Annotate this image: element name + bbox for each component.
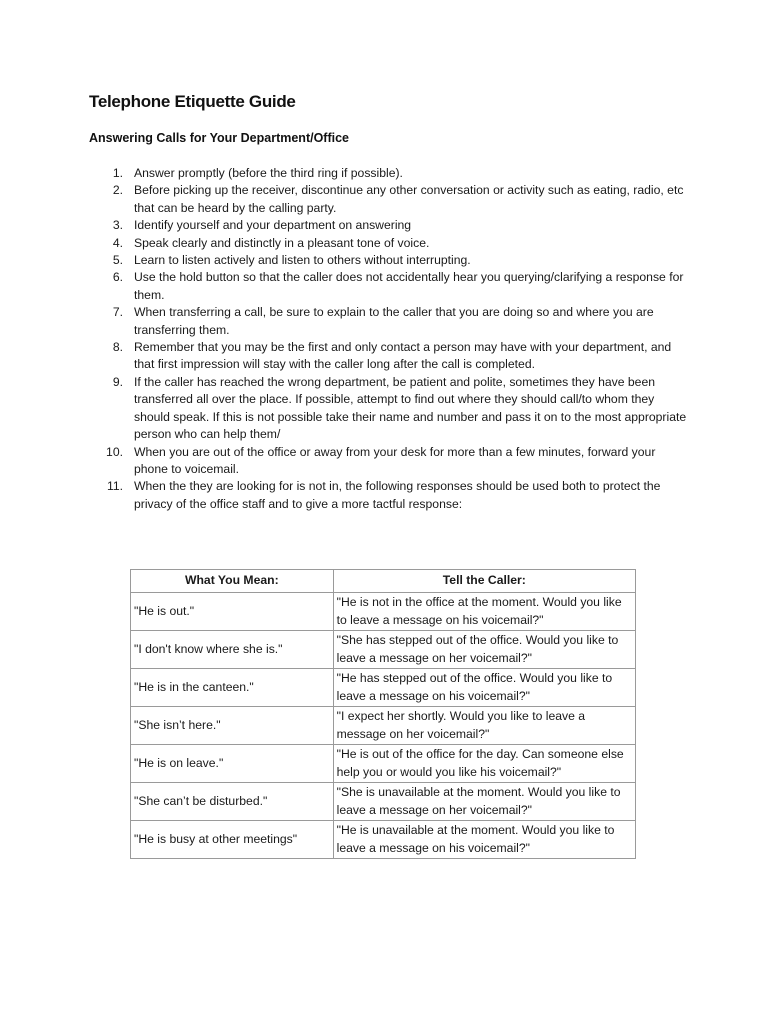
list-item — [89, 304, 689, 339]
list-item-text: Before picking up the receiver, discontinue any other conversation or activity such as eating, radio, etc that can be heard by the calling party. — [134, 183, 684, 215]
responses-table — [130, 569, 636, 859]
list-number: 4. — [112, 235, 123, 250]
tell-the-caller-cell: "He is out of the office for the day. Can someone else help you or would you like his voicemail?" — [333, 745, 635, 783]
what-you-mean-cell: "He is out." — [131, 593, 334, 631]
list-item-text: Use the hold button so that the caller does not accidentally hear you querying/clarifying a response for them. — [134, 270, 684, 302]
list-number: 11. — [106, 479, 123, 494]
what-you-mean-cell: "She can’t be disturbed." — [131, 783, 334, 821]
list-number: 10. — [106, 444, 123, 459]
list-item-text: Remember that you may be the first and only contact a person may have with your department, and that first impression will stay with the caller long after the call is completed. — [134, 340, 672, 372]
table-row — [131, 707, 636, 745]
table-header-row — [131, 570, 636, 593]
list-item-text: Learn to listen actively and listen to others without interrupting. — [134, 253, 471, 268]
list-item — [89, 217, 689, 234]
table-row — [131, 745, 636, 783]
list-number: 2. — [112, 183, 123, 198]
table-row — [131, 783, 636, 821]
tell-the-caller-cell: "She has stepped out of the office. Would you like to leave a message on her voicemail?" — [333, 631, 635, 669]
list-item — [89, 339, 689, 374]
list-item-text: Answer promptly (before the third ring if possible). — [134, 166, 403, 180]
tell-the-caller-cell: "I expect her shortly. Would you like to leave a message on her voicemail?" — [333, 707, 635, 745]
list-number: 7. — [112, 305, 123, 320]
list-item — [89, 269, 689, 304]
list-number: 8. — [112, 340, 123, 355]
what-you-mean-cell: "She isn’t here." — [131, 707, 334, 745]
what-you-mean-cell: "He is on leave." — [131, 745, 334, 783]
tell-the-caller-cell: "He is unavailable at the moment. Would you like to leave a message on his voicemail?" — [333, 821, 635, 859]
list-item — [89, 235, 689, 252]
list-item-text: If the caller has reached the wrong department, be patient and polite, sometimes they have been transferred all over the place. If possible, attempt to find out where they should call/to whom they should speak. If this is not possible take their name and number and pass it on to the most appropriate person who can help them/ — [134, 374, 687, 442]
column-header-tell-the-caller: Tell the Caller: — [333, 570, 635, 593]
list-number: 3. — [112, 218, 123, 233]
table-row — [131, 821, 636, 859]
document-title: Telephone Etiquette Guide — [89, 92, 296, 111]
list-number: 9. — [112, 374, 123, 389]
what-you-mean-cell: "I don't know where she is." — [131, 631, 334, 669]
tell-the-caller-cell: "She is unavailable at the moment. Would you like to leave a message on her voicemail?" — [333, 783, 635, 821]
list-item-text: When you are out of the office or away from your desk for more than a few minutes, forward your phone to voicemail. — [134, 444, 656, 476]
list-item-text: When transferring a call, be sure to explain to the caller that you are doing so and where you are transferring them. — [134, 305, 654, 337]
column-header-what-you-mean: What You Mean: — [131, 570, 334, 593]
list-item — [89, 478, 689, 513]
list-item — [89, 444, 689, 479]
list-item-text: When the they are looking for is not in, the following responses should be used both to protect the privacy of the office staff and to give a more tactful response: — [134, 479, 661, 511]
table-row — [131, 631, 636, 669]
list-number: 1. — [112, 166, 123, 180]
list-item-text: Identify yourself and your department on answering — [134, 218, 412, 233]
table-row — [131, 669, 636, 707]
list-number: 5. — [112, 253, 123, 268]
what-you-mean-cell: "He is in the canteen." — [131, 669, 334, 707]
what-you-mean-cell: "He is busy at other meetings" — [131, 821, 334, 859]
list-item-text: Speak clearly and distinctly in a pleasant tone of voice. — [134, 235, 430, 250]
section-heading: Answering Calls for Your Department/Office — [89, 131, 350, 145]
tell-the-caller-cell: "He is not in the office at the moment. Would you like to leave a message on his voicemail?" — [333, 593, 635, 631]
table-row — [131, 593, 636, 631]
list-item — [89, 182, 689, 217]
list-number: 6. — [112, 270, 123, 285]
tell-the-caller-cell: "He has stepped out of the office. Would you like to leave a message on his voicemail?" — [333, 669, 635, 707]
list-item — [89, 374, 689, 444]
etiquette-rules-list — [89, 165, 689, 513]
list-item — [89, 165, 689, 182]
list-item — [89, 252, 689, 269]
